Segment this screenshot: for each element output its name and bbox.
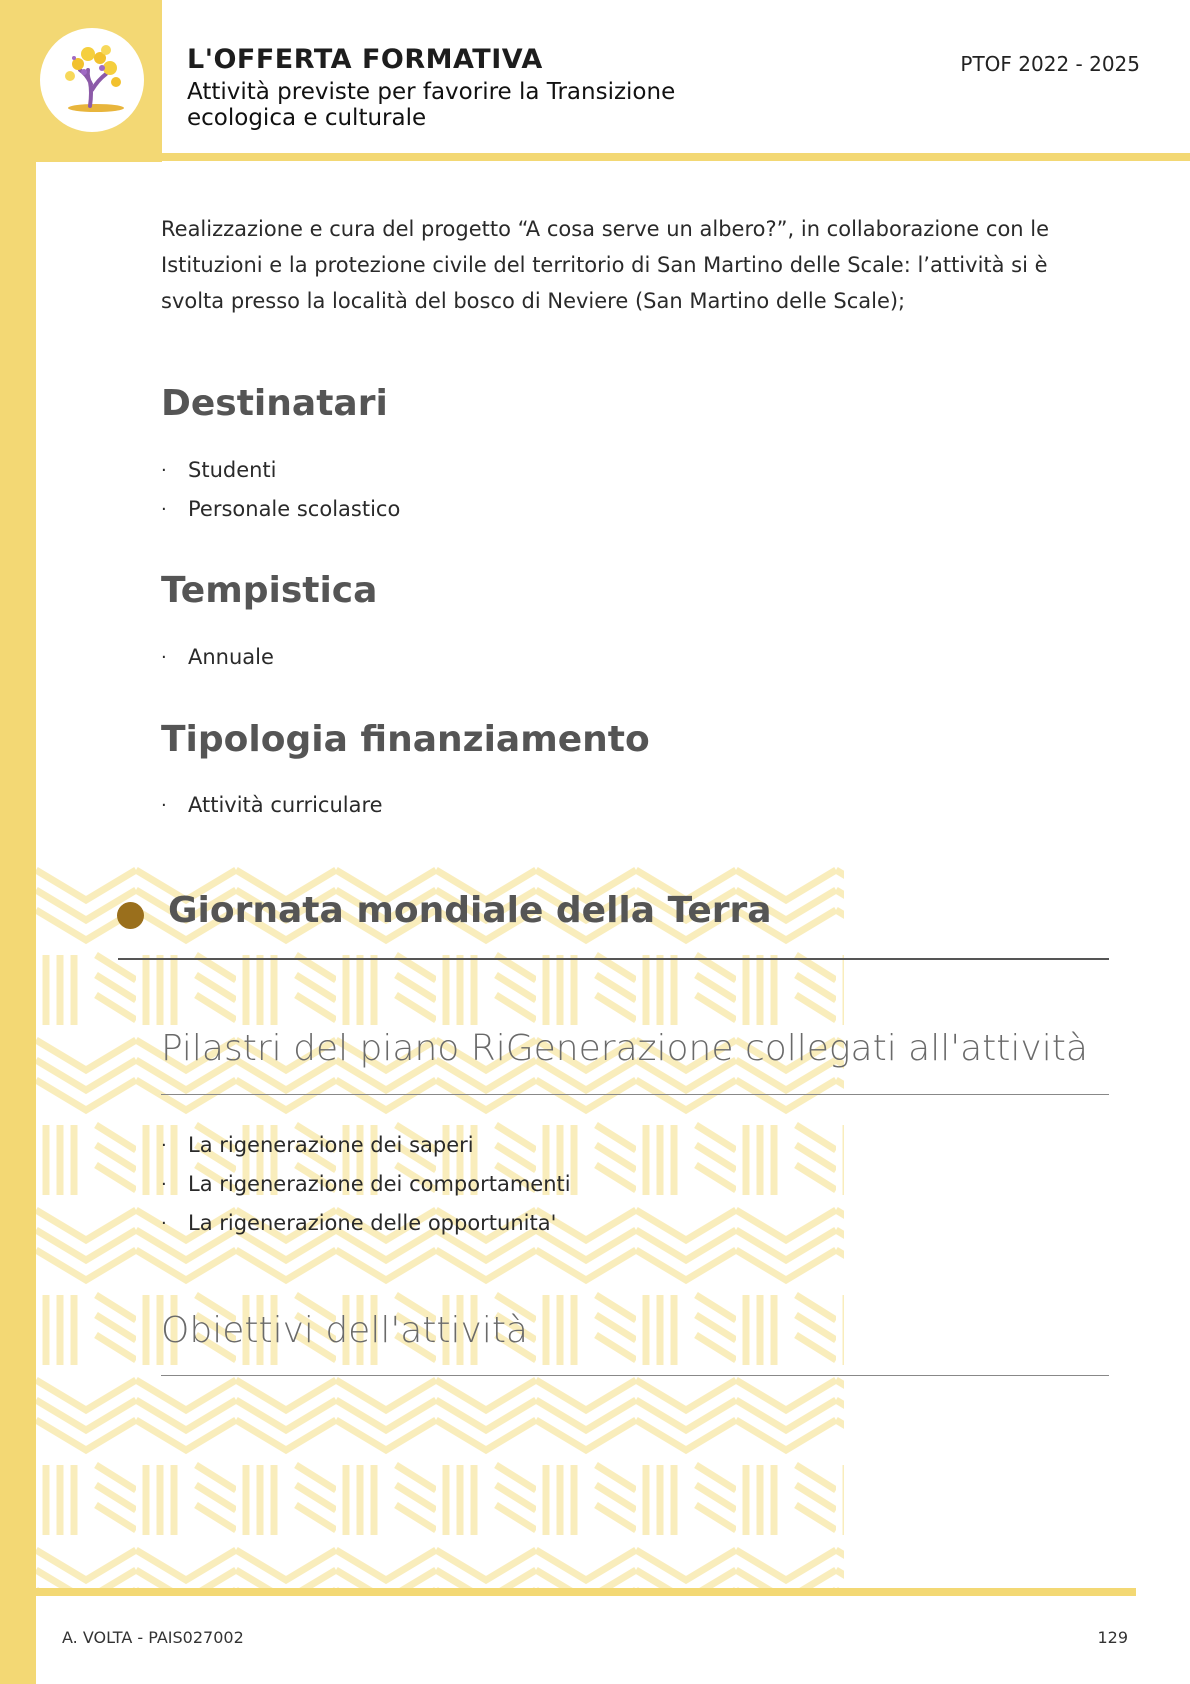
destinatari-heading: Destinatari (161, 383, 388, 424)
finanziamento-heading: Tipologia finanziamento (161, 719, 650, 760)
pilastri-heading: Pilastri del piano RiGenerazione collegati all'attività (161, 1028, 1088, 1069)
list-item: · Personale scolastico (161, 490, 400, 529)
header-title: L'OFFERTA FORMATIVA (187, 44, 543, 75)
list-item: · Studenti (161, 451, 400, 490)
school-logo (40, 28, 144, 132)
list-item: · La rigenerazione dei saperi (161, 1126, 571, 1165)
activity-bullet-dot (117, 902, 144, 929)
list-item: · Attività curriculare (161, 786, 383, 825)
ptof-label: PTOF 2022 - 2025 (960, 52, 1140, 76)
tempistica-list (161, 638, 274, 677)
left-accent-band (0, 0, 36, 1684)
obiettivi-heading: Obiettivi dell'attività (161, 1310, 528, 1351)
list-item: · Annuale (161, 638, 274, 677)
destinatari-list (161, 451, 400, 529)
pilastri-divider (161, 1094, 1109, 1095)
activity-title: Giornata mondiale della Terra (168, 890, 772, 931)
finanziamento-list (161, 786, 383, 825)
obiettivi-divider (161, 1375, 1109, 1376)
intro-paragraph: Realizzazione e cura del progetto “A cosa serve un albero?”, in collaborazione con le Istituzioni e la protezione civile del territorio di San Martino delle Scale: l’attività si è svolta presso la località del bosco di Neviere (San Martino delle Scale); (161, 217, 1050, 313)
tree-logo-icon (40, 28, 144, 132)
header-subtitle: Attività previste per favorire la Transizione ecologica e culturale (187, 79, 676, 131)
header-divider (36, 153, 1190, 161)
tempistica-heading: Tempistica (161, 570, 378, 611)
footer-school-code: A. VOLTA - PAIS027002 (62, 1628, 244, 1647)
footer-divider (36, 1588, 1136, 1596)
pilastri-list (161, 1126, 571, 1243)
activity-divider (118, 958, 1109, 960)
list-item: · La rigenerazione delle opportunita' (161, 1204, 571, 1243)
page-number: 129 (1097, 1628, 1128, 1647)
list-item: · La rigenerazione dei comportamenti (161, 1165, 571, 1204)
